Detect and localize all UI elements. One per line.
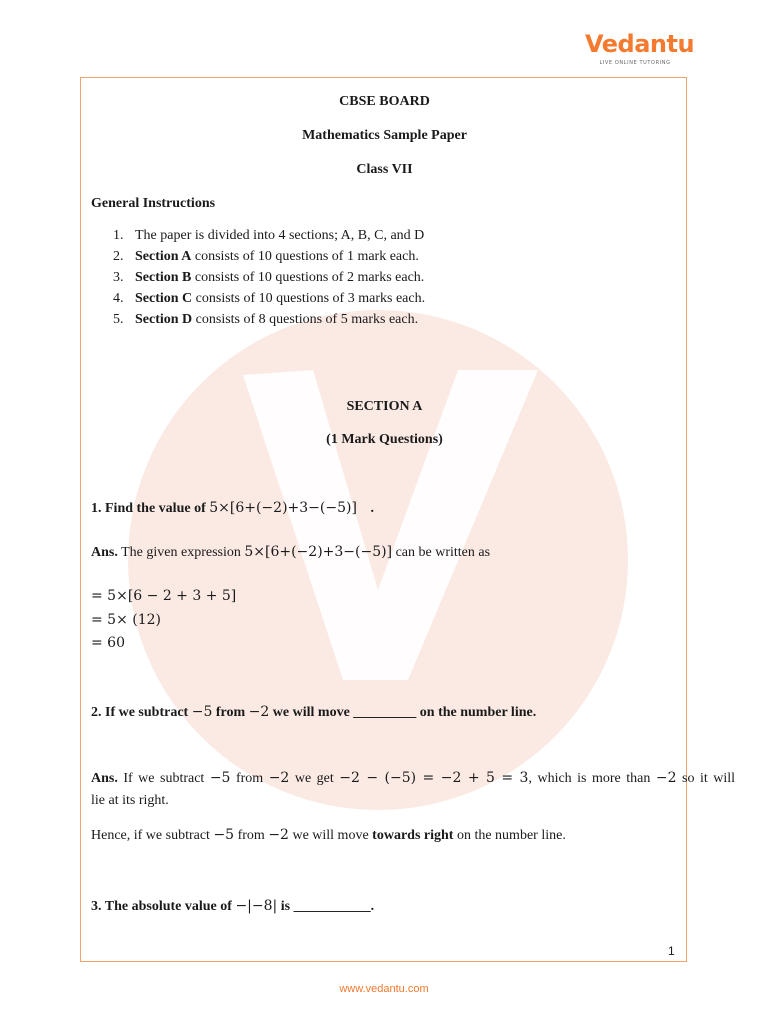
section-title: SECTION A [346, 399, 423, 414]
section-subtitle: (1 Mark Questions) [326, 432, 443, 447]
logo-text: Vedantu [585, 30, 695, 58]
instruction-item: 3. Section B consists of 10 questions of 2 marks each. [113, 270, 425, 285]
vedantu-logo[interactable] [585, 30, 695, 66]
title-paper: Mathematics Sample Paper [302, 128, 467, 143]
answer-1-step: = 60 [91, 635, 125, 651]
q1-expression: 5×[6+(−2)+3−(−5)] [209, 500, 357, 516]
question-1: 1. Find the value of 5×[6+(−2)+3−(−5)] . [91, 500, 374, 516]
answer-blank: ___________ [293, 899, 371, 914]
answer-2-line2: lie at its right. [91, 793, 169, 808]
answer-2-conclusion: Hence, if we subtract −5 from −2 we will move towards right on the number line. [91, 827, 566, 843]
answer-1: Ans. The given expression 5×[6+(−2)+3−(−5)] can be written as [91, 544, 491, 560]
title-class: Class VII [356, 162, 413, 177]
instruction-item: 5. Section D consists of 8 questions of 5 marks each. [113, 312, 419, 327]
answer-1-step: = 5× (12) [91, 612, 162, 628]
footer-link[interactable]: www.vedantu.com [339, 983, 429, 995]
answer-blank: _________ [353, 705, 417, 720]
question-3: 3. The absolute value of −|−8| is ___________. [91, 898, 375, 914]
instruction-item: 2. Section A consists of 10 questions of 1 mark each. [113, 249, 419, 264]
question-2: 2. If we subtract −5 from −2 we will move _________ on the number line. [91, 704, 537, 720]
page-number: 1 [668, 944, 675, 958]
instruction-item: 4. Section C consists of 10 questions of 3 marks each. [113, 291, 426, 306]
logo-tagline: LIVE ONLINE TUTORING [599, 60, 671, 66]
instruction-item: 1. The paper is divided into 4 sections; A, B, C, and D [113, 228, 425, 243]
answer-2: Ans. If we subtract −5 from −2 we get −2 − (−5) = −2 + 5 = 3, which is more than −2 so it will [91, 770, 736, 786]
answer-1-step: = 5×[6 − 2 + 3 + 5] [91, 588, 237, 604]
instructions-heading: General Instructions [91, 196, 216, 211]
title-board: CBSE BOARD [339, 94, 430, 109]
